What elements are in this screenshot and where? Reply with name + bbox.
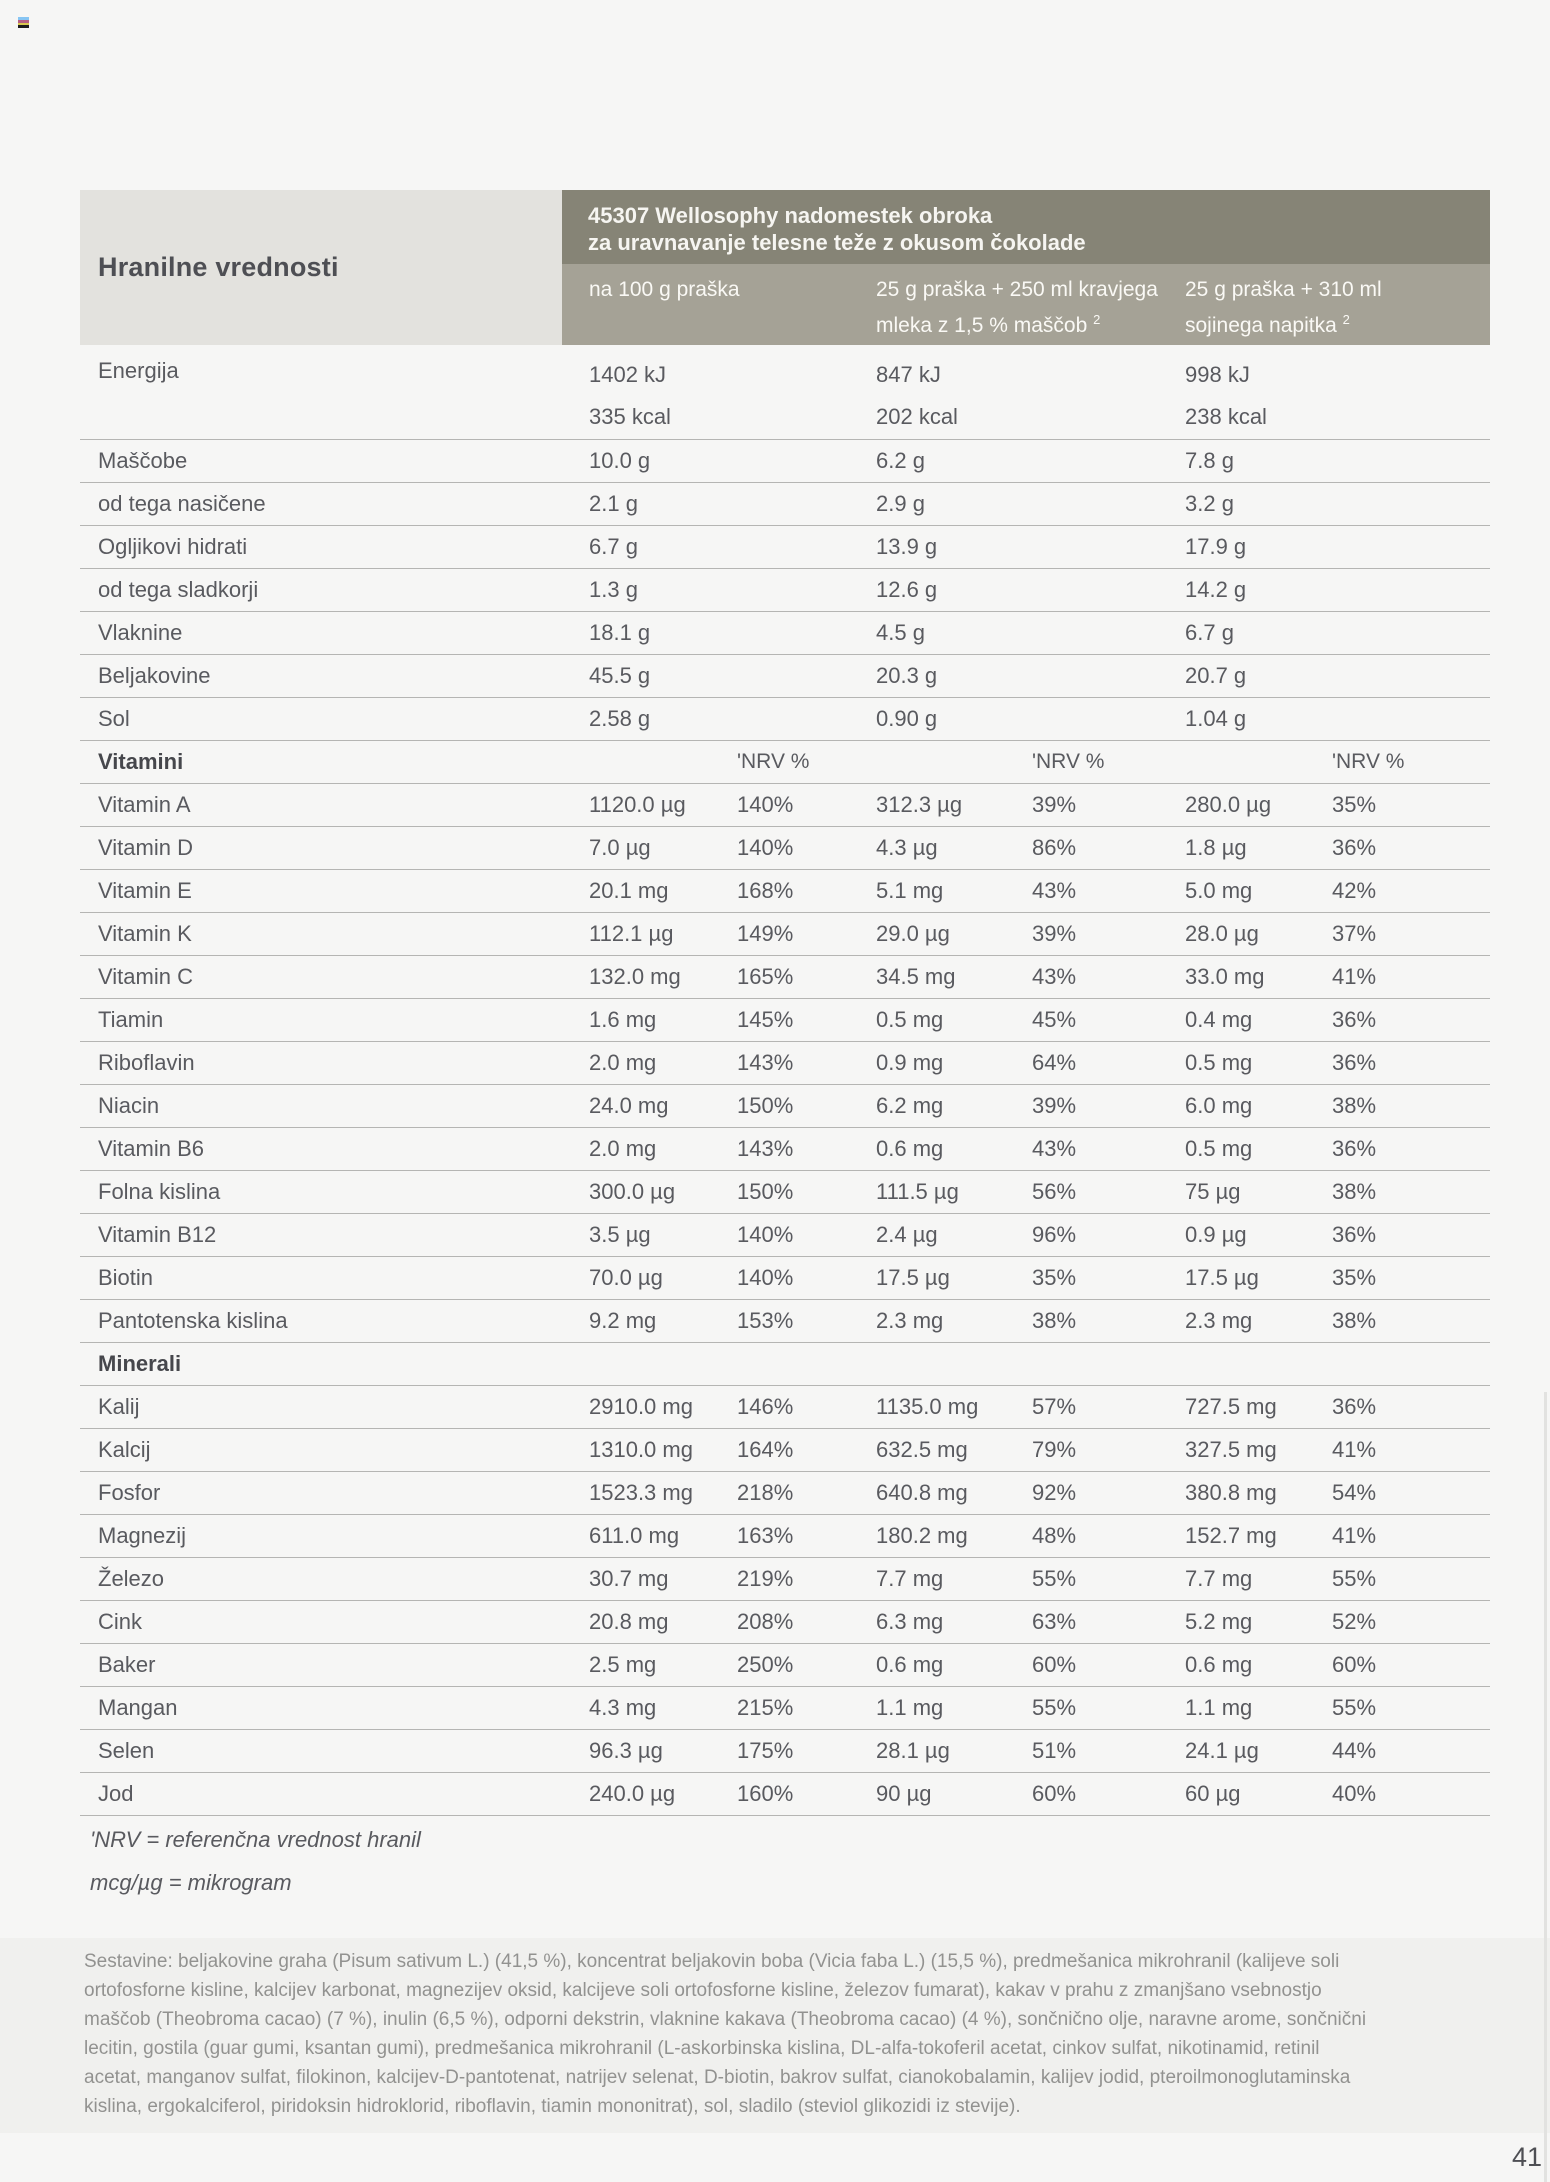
value-soy: 0.5 mg [1185,1136,1253,1161]
value-soy: 75 µg [1185,1179,1241,1204]
row-label: Biotin [98,1265,154,1290]
row-label: Fosfor [98,1480,161,1505]
table-row [80,956,1490,999]
value-soy: 33.0 mg [1185,964,1265,989]
ingredients-line: Sestavine: beljakovine graha (Pisum sativum L.) (41,5 %), koncentrat beljakovin boba (Vicia faba L.) (15,5 %), predmešanica mikrohranil (kalijeve soli [84,1951,1340,1972]
nrv-soy: 41% [1332,1523,1377,1548]
nrv-per-100g: 140% [737,1265,794,1290]
value-soy: 60 µg [1185,1781,1241,1806]
table-row [80,827,1490,870]
value-milk: 180.2 mg [876,1523,968,1548]
value-per-100g: 1310.0 mg [589,1437,693,1462]
value-milk: 0.9 mg [876,1050,944,1075]
table-row [80,1085,1490,1128]
nrv-milk: 79% [1032,1437,1077,1462]
value-milk: 2.4 µg [876,1222,938,1247]
value-per-100g: 6.7 g [589,534,638,559]
value-per-100g: 112.1 µg [589,921,674,946]
row-label: Riboflavin [98,1050,195,1075]
nrv-per-100g: 140% [737,792,794,817]
table-row [80,345,1490,440]
value-per-100g: 2.1 g [589,491,638,516]
nrv-milk: 56% [1032,1179,1077,1204]
table-row [80,1128,1490,1171]
nrv-per-100g: 'NRV % [737,750,810,773]
row-label: Folna kislina [98,1179,221,1204]
value-milk: 111.5 µg [876,1179,959,1204]
value-milk: 1135.0 mg [876,1394,979,1419]
nrv-soy: 36% [1332,1007,1377,1032]
row-label: od tega sladkorji [98,577,259,602]
value-milk: 6.3 mg [876,1609,944,1634]
value-milk: 13.9 g [876,534,938,559]
row-label: Mangan [98,1695,178,1720]
nrv-milk: 96% [1032,1222,1077,1247]
value-milk: 5.1 mg [876,878,944,903]
value-per-100g: 611.0 mg [589,1523,680,1548]
value-soy: 17.5 µg [1185,1265,1259,1290]
value-milk: 1.1 mg [876,1695,944,1720]
nrv-milk: 60% [1032,1652,1077,1677]
table-row [80,1644,1490,1687]
row-label: Vitamin C [98,964,193,989]
table-row [80,1730,1490,1773]
nrv-soy: 35% [1332,792,1377,817]
value-milk: 34.5 mg [876,964,956,989]
value-per-100g: 1.3 g [589,577,638,602]
nrv-per-100g: 218% [737,1480,794,1505]
value-per-100g: 4.3 mg [589,1695,657,1720]
table-row [80,440,1490,483]
row-label: Vitamin A [98,792,191,817]
nrv-milk: 57% [1032,1394,1077,1419]
table-row [80,784,1490,827]
nrv-soy: 38% [1332,1179,1377,1204]
row-label: Ogljikovi hidrati [98,534,248,559]
value-per-100g: 20.8 mg [589,1609,669,1634]
nrv-milk: 64% [1032,1050,1077,1075]
nrv-soy: 42% [1332,878,1377,903]
row-label: Beljakovine [98,663,211,688]
value-per-100g: 2.0 mg [589,1136,657,1161]
nrv-per-100g: 143% [737,1050,794,1075]
column-header-per-100g: na 100 g praška [589,278,740,301]
value-per-100g: 2910.0 mg [589,1394,693,1419]
nrv-per-100g: 215% [737,1695,794,1720]
row-label: Niacin [98,1093,160,1118]
nrv-soy: 38% [1332,1308,1377,1333]
nrv-soy: 'NRV % [1332,750,1405,773]
print-color-mark-icon [18,17,29,28]
value-soy: 1.04 g [1185,706,1247,731]
table-header [80,190,1490,345]
table-row [80,612,1490,655]
column-header-milk: 25 g praška + 250 ml kravjega mleka z 1,5 % maščob $^2$ [876,278,1158,337]
value-milk: 847 kJ 202 kcal [876,362,958,429]
column-header-soy: 25 g praška + 310 ml sojinega napitka $^2$ [1185,278,1382,337]
nrv-milk: 55% [1032,1566,1077,1591]
row-label: Jod [98,1781,134,1806]
value-per-100g: 1120.0 µg [589,792,686,817]
value-milk: 6.2 g [876,448,925,473]
nrv-soy: 55% [1332,1566,1377,1591]
value-per-100g: 2.58 g [589,706,651,731]
nrv-milk: 45% [1032,1007,1077,1032]
value-soy: 727.5 mg [1185,1394,1277,1419]
value-soy: 380.8 mg [1185,1480,1277,1505]
row-label: Vitamin B12 [98,1222,217,1247]
nrv-soy: 55% [1332,1695,1377,1720]
value-per-100g: 70.0 µg [589,1265,663,1290]
nrv-soy: 37% [1332,921,1377,946]
table-title-box [80,190,562,345]
nrv-soy: 36% [1332,1136,1377,1161]
value-milk: 0.6 mg [876,1652,944,1677]
column-headers [562,264,1490,345]
nrv-milk: 39% [1032,792,1077,817]
nrv-per-100g: 250% [737,1652,794,1677]
row-label: Magnezij [98,1523,187,1548]
table-row [80,526,1490,569]
nrv-per-100g: 163% [737,1523,794,1548]
table-row [80,1773,1490,1816]
nrv-per-100g: 150% [737,1179,794,1204]
nrv-soy: 36% [1332,1222,1377,1247]
nrv-soy: 41% [1332,964,1377,989]
value-per-100g: 96.3 µg [589,1738,663,1763]
table-row [80,1257,1490,1300]
row-label: Cink [98,1609,143,1634]
footnotes [90,1818,421,1904]
value-per-100g: 45.5 g [589,663,651,688]
page-edge-line [1544,1392,1547,2182]
row-label: Maščobe [98,448,188,473]
nrv-per-100g: 164% [737,1437,794,1462]
value-milk: 4.5 g [876,620,925,645]
value-per-100g: 24.0 mg [589,1093,669,1118]
nrv-milk: 39% [1032,1093,1077,1118]
color-stripe [18,25,29,28]
value-per-100g: 10.0 g [589,448,651,473]
ingredients-line: ortofosforne kisline, kalcijev karbonat, magnezijev oksid, kalcijeve soli ortofosforne kisline, železov fumarat), kakav v prahu z zmanjšano vsebnostjo [84,1980,1322,2001]
row-label: od tega nasičene [98,491,266,516]
value-per-100g: 2.5 mg [589,1652,657,1677]
value-soy: 5.0 mg [1185,878,1253,903]
row-label: Pantotenska kislina [98,1308,288,1333]
table-row [80,999,1490,1042]
value-per-100g: 132.0 mg [589,964,681,989]
nrv-soy: 60% [1332,1652,1377,1677]
value-milk: 0.90 g [876,706,938,731]
table-row [80,1386,1490,1429]
value-milk: 312.3 µg [876,792,963,817]
nutrition-table [80,190,1490,1816]
nrv-soy: 36% [1332,835,1377,860]
value-milk: 2.9 g [876,491,925,516]
value-per-100g: 3.5 µg [589,1222,651,1247]
value-per-100g: 1523.3 mg [589,1480,693,1505]
nrv-milk: 60% [1032,1781,1077,1806]
value-milk: 28.1 µg [876,1738,950,1763]
value-per-100g: 2.0 mg [589,1050,657,1075]
nrv-per-100g: 146% [737,1394,794,1419]
table-row [80,1171,1490,1214]
value-milk: 632.5 mg [876,1437,968,1462]
table-row [80,741,1490,784]
nrv-milk: 43% [1032,1136,1077,1161]
value-per-100g: 18.1 g [589,620,651,645]
value-milk: 0.5 mg [876,1007,944,1032]
page-title: Hranilne vrednosti [98,252,339,282]
row-label: Vitamini [98,749,184,774]
value-per-100g: 20.1 mg [589,878,669,903]
nrv-per-100g: 145% [737,1007,794,1032]
ingredients-paragraph [0,1938,1550,2133]
nrv-per-100g: 175% [737,1738,794,1763]
table-row [80,1214,1490,1257]
value-per-100g: 300.0 µg [589,1179,676,1204]
row-label: Sol [98,706,130,731]
table-row [80,1343,1490,1386]
nrv-milk: 48% [1032,1523,1077,1548]
value-per-100g: 1402 kJ 335 kcal [589,362,671,429]
value-per-100g: 9.2 mg [589,1308,657,1333]
row-label: Minerali [98,1351,182,1376]
table-row [80,569,1490,612]
nrv-per-100g: 219% [737,1566,794,1591]
footnote-ref: 2 [1342,312,1350,327]
nrv-milk: 51% [1032,1738,1077,1763]
table-row [80,1429,1490,1472]
nutrition-rows [80,345,1490,1816]
ingredients-line: acetat, manganov sulfat, filokinon, kalcijev-D-pantotenat, natrijev selenat, D-biotin, bakrov sulfat, cianokobalamin, kalijev jodid, pteroilmonoglutaminska [84,2067,1351,2088]
product-title [562,190,1490,264]
table-row [80,1601,1490,1644]
nrv-soy: 36% [1332,1050,1377,1075]
nrv-milk: 39% [1032,921,1077,946]
ingredients-line: kislina, ergokalciferol, piridoksin hidroklorid, riboflavin, tiamin mononitrat), sol, sladilo (steviol glikozidi iz stevije). [84,2096,1021,2117]
table-row [80,1515,1490,1558]
value-soy: 1.8 µg [1185,835,1247,860]
table-row [80,1687,1490,1730]
value-milk: 7.7 mg [876,1566,944,1591]
table-row [80,913,1490,956]
value-milk: 17.5 µg [876,1265,950,1290]
nrv-soy: 36% [1332,1394,1377,1419]
ingredients-line: maščob (Theobroma cacao) (7 %), inulin (6,5 %), odporni dekstrin, vlaknine kakava (Theobroma cacao) (4 %), sončnično olje, naravne arome, sončnični [84,2009,1367,2030]
table-row [80,1558,1490,1601]
value-per-100g: 7.0 µg [589,835,651,860]
row-label: Energija [98,358,179,383]
nrv-per-100g: 143% [737,1136,794,1161]
nrv-milk: 55% [1032,1695,1077,1720]
value-soy: 28.0 µg [1185,921,1259,946]
nrv-milk: 38% [1032,1308,1077,1333]
nrv-soy: 38% [1332,1093,1377,1118]
ingredients-line: lecitin, gostila (guar gumi, ksantan gumi), predmešanica mikrohranil (L-askorbinska kislina, DL-alfa-tokoferil acetat, cinkov sulfat, nikotinamid, retinil [84,2038,1320,2059]
row-label: Kalcij [98,1437,151,1462]
value-soy: 6.0 mg [1185,1093,1253,1118]
nrv-soy: 40% [1332,1781,1377,1806]
footnote-nrv: 'NRV = referenčna vrednost hranil [90,1827,421,1852]
value-milk: 0.6 mg [876,1136,944,1161]
value-milk: 640.8 mg [876,1480,968,1505]
value-milk: 90 µg [876,1781,932,1806]
nrv-milk: 86% [1032,835,1077,860]
nrv-per-100g: 140% [737,835,794,860]
table-row [80,483,1490,526]
row-label: Kalij [98,1394,140,1419]
footnote-mcg: mcg/µg = mikrogram [90,1870,292,1895]
value-soy: 6.7 g [1185,620,1234,645]
table-row [80,655,1490,698]
row-label: Vlaknine [98,620,183,645]
product-title-line1: 45307 Wellosophy nadomestek obroka [588,203,993,228]
nrv-soy: 54% [1332,1480,1377,1505]
table-header-right [562,190,1490,345]
table-row [80,1042,1490,1085]
value-soy: 152.7 mg [1185,1523,1277,1548]
nrv-milk: 'NRV % [1032,750,1105,773]
value-soy: 0.4 mg [1185,1007,1253,1032]
nrv-per-100g: 168% [737,878,794,903]
nrv-per-100g: 140% [737,1222,794,1247]
nrv-soy: 44% [1332,1738,1377,1763]
value-soy: 24.1 µg [1185,1738,1259,1763]
footnote-ref: 2 [1093,312,1101,327]
table-row [80,1300,1490,1343]
nrv-soy: 52% [1332,1609,1377,1634]
value-soy: 7.7 mg [1185,1566,1253,1591]
page-number: 41 [1512,2142,1543,2172]
value-soy: 5.2 mg [1185,1609,1253,1634]
value-milk: 4.3 µg [876,835,938,860]
value-soy: 7.8 g [1185,448,1234,473]
table-row [80,1472,1490,1515]
nrv-per-100g: 208% [737,1609,794,1634]
nrv-per-100g: 153% [737,1308,794,1333]
value-milk: 29.0 µg [876,921,950,946]
nrv-per-100g: 150% [737,1093,794,1118]
nrv-milk: 35% [1032,1265,1077,1290]
value-milk: 12.6 g [876,577,938,602]
row-label: Železo [98,1566,165,1591]
value-soy: 0.6 mg [1185,1652,1253,1677]
value-soy: 2.3 mg [1185,1308,1253,1333]
value-soy: 280.0 µg [1185,792,1272,817]
value-per-100g: 240.0 µg [589,1781,676,1806]
table-row [80,870,1490,913]
value-milk: 20.3 g [876,663,938,688]
value-milk: 2.3 mg [876,1308,944,1333]
value-soy: 1.1 mg [1185,1695,1253,1720]
nrv-per-100g: 149% [737,921,794,946]
nrv-soy: 41% [1332,1437,1377,1462]
value-soy: 20.7 g [1185,663,1247,688]
row-label: Selen [98,1738,155,1763]
table-row [80,698,1490,741]
row-label: Vitamin E [98,878,192,903]
value-milk: 6.2 mg [876,1093,944,1118]
row-label: Tiamin [98,1007,164,1032]
value-soy: 17.9 g [1185,534,1247,559]
product-title-line2: za uravnavanje telesne teže z okusom čokolade [588,230,1086,255]
row-label: Vitamin K [98,921,192,946]
row-label: Vitamin B6 [98,1136,204,1161]
value-soy: 14.2 g [1185,577,1247,602]
nrv-milk: 63% [1032,1609,1077,1634]
nrv-milk: 43% [1032,964,1077,989]
value-soy: 327.5 mg [1185,1437,1277,1462]
value-per-100g: 30.7 mg [589,1566,669,1591]
nrv-per-100g: 165% [737,964,794,989]
value-soy: 3.2 g [1185,491,1234,516]
value-soy: 998 kJ 238 kcal [1185,362,1267,429]
nrv-soy: 35% [1332,1265,1377,1290]
nrv-milk: 92% [1032,1480,1077,1505]
row-label: Vitamin D [98,835,193,860]
nrv-per-100g: 160% [737,1781,794,1806]
value-per-100g: 1.6 mg [589,1007,657,1032]
value-soy: 0.9 µg [1185,1222,1247,1247]
value-soy: 0.5 mg [1185,1050,1253,1075]
row-label: Baker [98,1652,156,1677]
nrv-milk: 43% [1032,878,1077,903]
